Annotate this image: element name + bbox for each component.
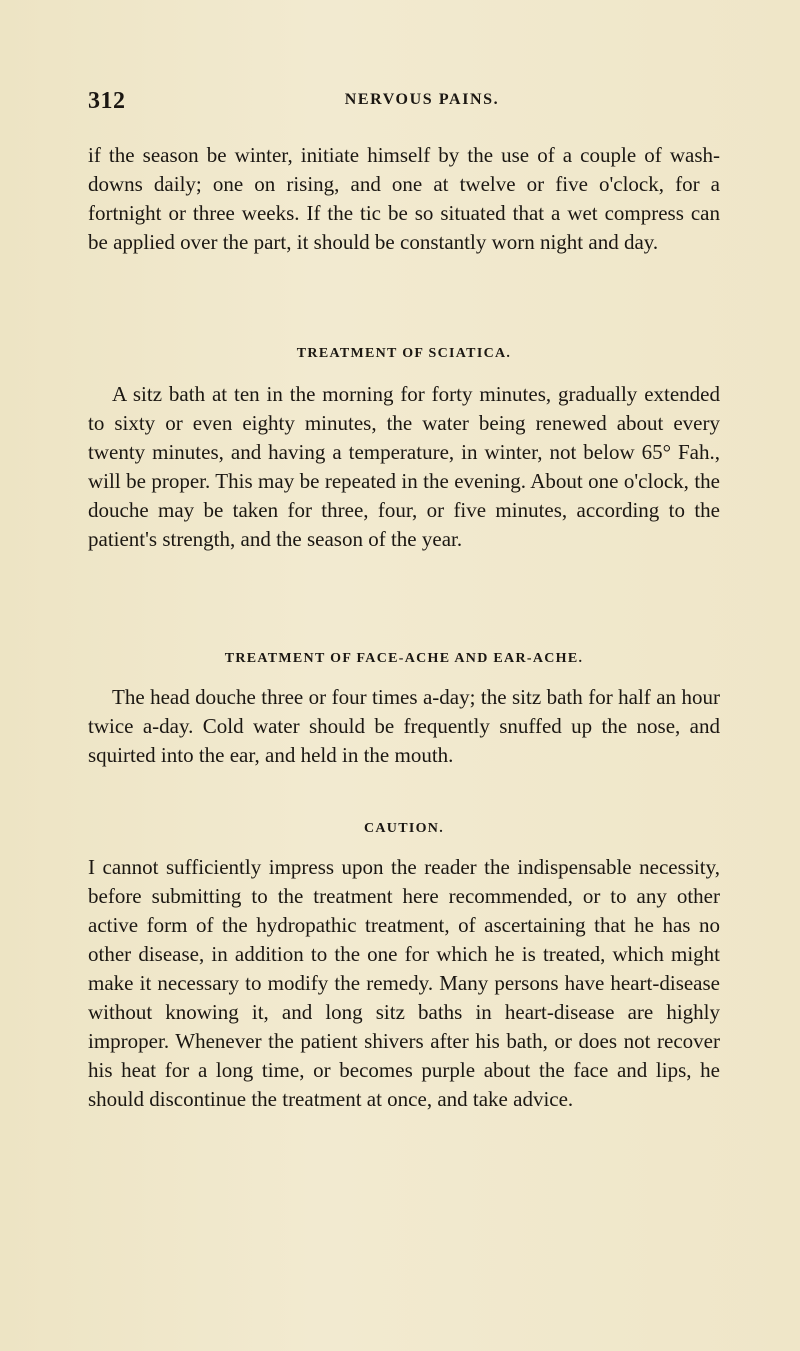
- face-ache-paragraph: [88, 683, 720, 770]
- page-number: 312: [88, 88, 126, 114]
- running-head: NERVOUS PAINS.: [344, 91, 500, 108]
- paragraph-text: The head douche three or four times a-day; the sitz bath for half an hour twice a-day. Cold water should be frequently snuffed up the nose, and squirted into the ear, and held in the mouth.: [88, 685, 720, 767]
- page-header: [88, 88, 720, 118]
- section-heading-caution: CAUTION.: [363, 821, 445, 836]
- sciatica-paragraph: [88, 380, 720, 554]
- caution-paragraph: [88, 853, 720, 1114]
- paragraph-text: if the season be winter, initiate himself by the use of a couple of wash-downs daily; one on rising, and one at twelve or five o'clock, for a fortnight or three weeks. If the tic be so situated that a wet compress can be applied over the part, it should be constantly worn night and day.: [88, 143, 720, 254]
- paragraph-text: A sitz bath at ten in the morning for forty minutes, gradually extended to sixty or even eighty minutes, the water being renewed about every twenty minutes, and having a temperature, in winter, not below 65° Fah., will be proper. This may be repeated in the evening. About one o'clock, the douche may be taken for three, four, or five minutes, according to the patient's strength, and the season of the year.: [88, 382, 720, 551]
- section-heading-sciatica: TREATMENT OF SCIATICA.: [296, 346, 512, 361]
- continuation-paragraph: [88, 141, 720, 257]
- section-heading-face-ache: TREATMENT OF FACE-ACHE AND EAR-ACHE.: [224, 651, 584, 666]
- paragraph-text: I cannot sufficiently impress upon the reader the indispensable necessity, before submitting to the treatment here recommended, or to any other active form of the hydropathic treatment, of ascertaining that he has no other disease, in addition to the one for which he is treated, which might make it necessary to modify the remedy. Many persons have heart-disease without knowing it, and long sitz baths in heart-disease are highly improper. Whenever the patient shivers after his bath, or does not recover his heat for a long time, or becomes purple about the face and lips, he should discontinue the treatment at once, and take advice.: [88, 855, 720, 1111]
